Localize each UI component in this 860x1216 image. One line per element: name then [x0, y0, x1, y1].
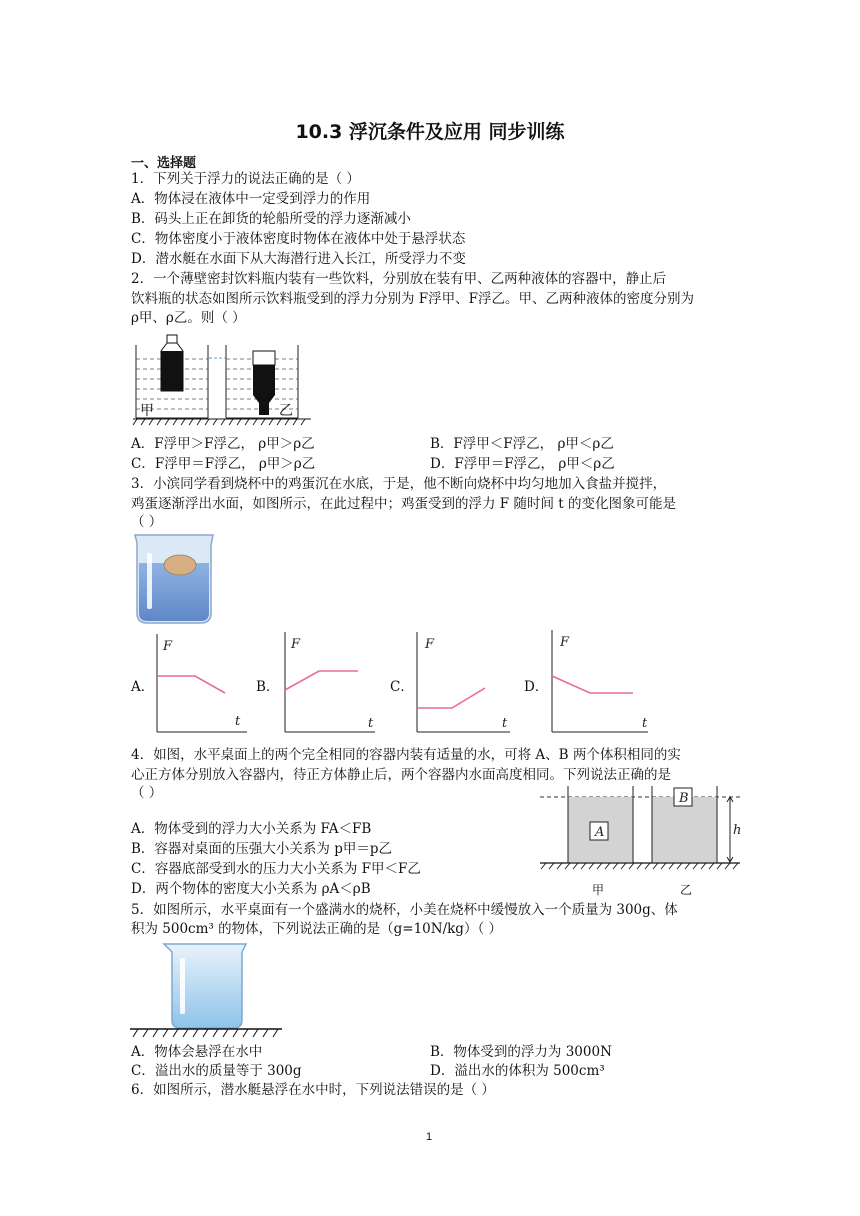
q4-label-jia: 甲: [592, 883, 605, 897]
cube-b-label: B: [679, 791, 689, 806]
graph-b-x-label: t: [368, 716, 374, 731]
graph-a-x-label: t: [235, 714, 241, 729]
q2-label-jia: 甲: [140, 403, 154, 419]
q4-option-c: C．容器底部受到水的压力大小关系为 F甲＜F乙: [131, 861, 421, 877]
q2-stem-line3: ρ甲、ρ乙。则（ ）: [131, 310, 246, 326]
q3-option-c: C．: [390, 679, 414, 695]
q2-stem-line2: 饮料瓶的状态如图所示饮料瓶受到的浮力分别为 F浮甲、F浮乙。甲、乙两种液体的密度分别为: [131, 291, 695, 307]
q5-option-b: B．物体受到的浮力为 3000N: [430, 1044, 612, 1060]
q2-label-yi: 乙: [279, 403, 293, 419]
q3-graph-c: [410, 630, 515, 737]
q1-option-a: A．物体浸在液体中一定受到浮力的作用: [131, 191, 371, 207]
q4-stem-line3: （ ）: [131, 785, 163, 801]
graph-c-x-label: t: [502, 716, 508, 731]
graph-a-y-label: F: [163, 639, 173, 654]
q5-stem-line1: 5．如图所示，水平桌面有一个盛满水的烧杯，小美在烧杯中缓慢放入一个质量为 300g、体: [131, 902, 678, 918]
q2-option-a: A．F浮甲＞F浮乙， ρ甲＞ρ乙: [131, 436, 315, 452]
q2-option-d: D．F浮甲＝F浮乙， ρ甲＜ρ乙: [430, 456, 615, 472]
q2-stem-line1: 2．一个薄壁密封饮料瓶内装有一些饮料，分别放在装有甲、乙两种液体的容器中，静止后: [131, 271, 667, 287]
q4-label-yi: 乙: [680, 883, 693, 897]
q3-stem-line2: 鸡蛋逐渐浮出水面，如图所示，在此过程中；鸡蛋受到的浮力 F 随时间 t 的变化图象可能是: [131, 496, 676, 512]
q5-option-d: D．溢出水的体积为 500cm³: [430, 1063, 605, 1079]
q4-stem-line1: 4．如图，水平桌面上的两个完全相同的容器内装有适量的水，可将 A、B 两个体积相同的实: [131, 747, 681, 763]
q3-option-a: A．: [131, 679, 155, 695]
graph-c-y-label: F: [425, 637, 435, 652]
q5-option-a: A．物体会悬浮在水中: [131, 1044, 263, 1060]
height-label: h: [733, 823, 742, 838]
q4-figure: [540, 782, 745, 877]
q3-option-d: D．: [524, 679, 549, 695]
q5-option-c: C．溢出水的质量等于 300g: [131, 1063, 302, 1079]
q5-stem-line2: 积为 500cm³ 的物体，下列说法正确的是（g=10N/kg）（ ）: [131, 921, 502, 937]
cube-a-label: A: [595, 825, 605, 840]
q1-option-b: B．码头上正在卸货的轮船所受的浮力逐渐减小: [131, 211, 411, 227]
q4-stem-line2: 心正方体分别放入容器内，待正方体静止后，两个容器内水面高度相同。下列说法正确的是: [131, 767, 671, 783]
q3-graph-a: [150, 632, 250, 737]
q3-graph-b: [278, 630, 378, 737]
q2-option-c: C．F浮甲＝F浮乙， ρ甲＞ρ乙: [131, 456, 316, 472]
q3-graph-d: [540, 628, 650, 737]
q4-option-b: B．容器对桌面的压强大小关系为 p甲＝p乙: [131, 841, 392, 857]
q4-option-d: D．两个物体的密度大小关系为 ρA＜ρB: [131, 881, 371, 897]
q3-stem-line3: （ ）: [131, 514, 163, 530]
beaker-on-table-figure: [130, 940, 285, 1040]
page-number: 1: [426, 1131, 433, 1143]
q1-option-d: D．潜水艇在水面下从大海潜行进入长江，所受浮力不变: [131, 251, 466, 267]
q1-stem: 1．下列关于浮力的说法正确的是（ ）: [131, 171, 360, 187]
beaker-egg-figure: [133, 533, 223, 628]
q6-stem: 6．如图所示，潜水艇悬浮在水中时，下列说法错误的是（ ）: [131, 1082, 495, 1098]
page-title: 10.3 浮沉条件及应用 同步训练: [295, 121, 565, 143]
q1-option-c: C．物体密度小于液体密度时物体在液体中处于悬浮状态: [131, 231, 466, 247]
q4-option-a: A．物体受到的浮力大小关系为 FA＜FB: [131, 821, 372, 837]
q2-option-b: B．F浮甲＜F浮乙， ρ甲＜ρ乙: [430, 436, 614, 452]
egg-icon: [164, 555, 196, 575]
graph-d-y-label: F: [560, 635, 570, 650]
q3-stem-line1: 3．小滨同学看到烧杯中的鸡蛋沉在水底，于是，他不断向烧杯中均匀地加入食盐并搅拌，: [131, 476, 667, 492]
q3-option-b: B．: [256, 679, 280, 695]
section-heading: 一、选择题: [131, 156, 197, 171]
graph-b-y-label: F: [291, 637, 301, 652]
graph-d-x-label: t: [642, 716, 648, 731]
